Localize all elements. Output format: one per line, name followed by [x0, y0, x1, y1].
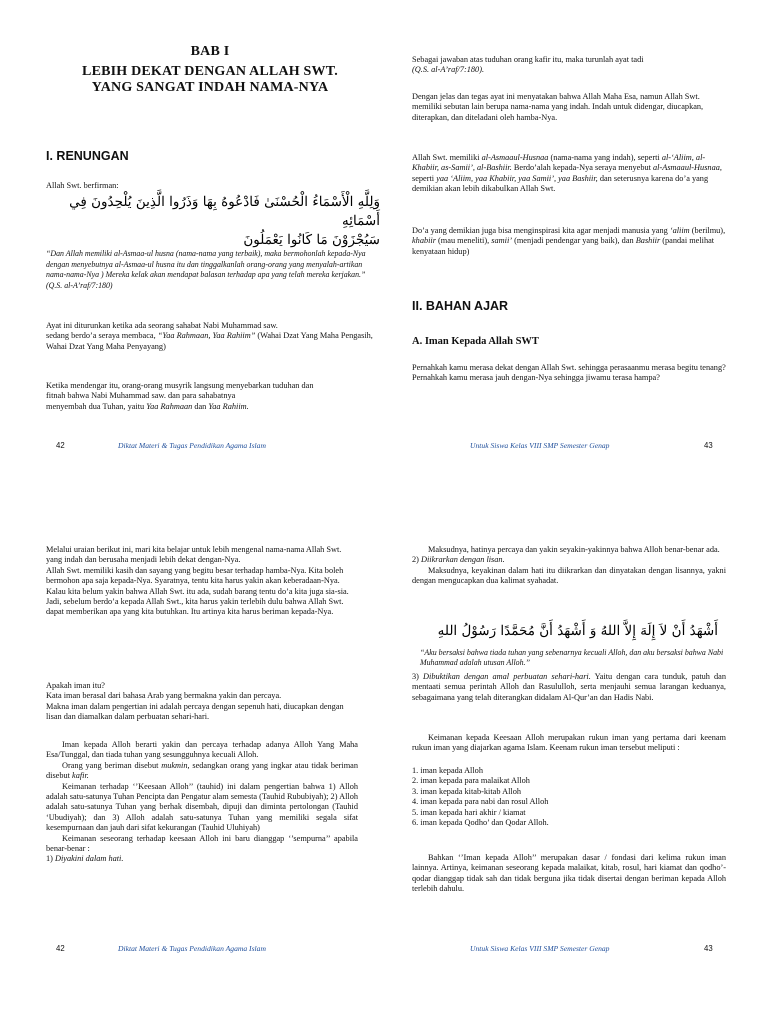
- chapter-title-line2: YANG SANGAT INDAH NAMA-NYA: [91, 80, 329, 95]
- mukmin-text1: Orang yang beriman disebut: [62, 760, 162, 770]
- paragraph-tuduhan-tail: menyembah dua Tuhan, yaitu: [46, 401, 147, 411]
- paragraph-tuduhan-italic2: Yaa Rahiim.: [208, 401, 249, 411]
- paragraph-asmaul-husna: [412, 153, 726, 195]
- paragraph-jawaban: Sebagai jawaban atas tuduhan orang kafir itu, maka turunlah ayat tadi: [412, 55, 644, 64]
- paragraph-sempurna: Keimanan seseorang terhadap keesaan Alloh ini baru dianggap ‘’sempurna’’ apabila benar-benar :: [46, 833, 358, 854]
- asmaul-italic3: al-Asmaaul-Husnaa: [653, 163, 720, 173]
- paragraph-melalui: Melalui uraian berikut ini, mari kita belajar untuk lebih mengenal nama-nama Allah Swt. yang indah dan berusaha menjadi lebih dekat dengan-Nya.: [46, 545, 342, 565]
- point-dibuktikan-number: 3): [412, 672, 424, 681]
- arabic-verse-line2: سَيُجْزَوْنَ مَا كَانُوا يَعْمَلُونَ: [243, 232, 380, 248]
- doa-italic1: ‘aliim: [669, 226, 690, 235]
- section-renungan-heading: I. RENUNGAN: [46, 149, 129, 163]
- doa-text5: (pandai melihat kenyataan hidup): [412, 236, 715, 256]
- paragraph-kasih-sayang: Allah Swt. memiliki kasih dan sayang yang begitu besar terhadap hamba-Nya. Kita boleh bermohon apa saja kepada-Nya. Syaratnya, tentu kita harus yakin akan keberadaan-Nya. Kalau kita belum yakin bahwa Allah Swt. itu ada, sudah barang tentu do’a kita juga sia-sia. Jadi, sebelum berdo’a kepada Allah Swt., kita harus yakin terlebih dulu bahwa Allah Swt. dapat memberikan apa yang kita butuhkan. Itu artinya kita harus beriman kepada-Nya.: [46, 565, 349, 617]
- doa-text1: Do’a yang demikian juga bisa menginspirasi kita agar menjadi manusia yang: [412, 226, 670, 235]
- page-number: 43: [704, 441, 713, 450]
- section-bahan-ajar-heading: II. BAHAN AJAR: [412, 299, 509, 313]
- asmaul-text5: dan seterusnya karena do’a yang demikian akan lebih dikabulkan Allah Swt.: [412, 173, 709, 194]
- point-dibuktikan: [412, 672, 726, 703]
- list-item: 1. iman kepada Alloh: [412, 766, 483, 775]
- list-item: 3. iman kepada kitab-kitab Alloh: [412, 786, 521, 796]
- intro-text: Allah Swt. berfirman:: [46, 181, 119, 190]
- point-diikrarkan: [412, 555, 726, 565]
- chapter-title-line1: LEBIH DEKAT DENGAN ALLAH SWT.: [82, 64, 338, 79]
- asmaul-italic2: al-‘Aliim, al-Khabiir, as-Samii’, al-Bashiir.: [412, 153, 706, 173]
- paragraph-ayat-italic: “Yaa Rahmaan, Yaa Rahiim”: [157, 331, 256, 341]
- paragraph-maksudnya-hati: Maksudnya, hatinya percaya dan yakin seyakin-yakinnya bahwa Alloh benar-benar ada.: [428, 545, 720, 554]
- rukun-iman-list: [412, 766, 726, 828]
- page-number: 42: [56, 944, 65, 953]
- kafir-italic: kafir.: [72, 771, 89, 781]
- point-diikrarkan-text: Diikrarkan dengan lisan.: [421, 555, 505, 565]
- page-footer: Untuk Siswa Kelas VIII SMP Semester Genap: [470, 441, 610, 450]
- list-item: 6. iman kepada Qodho’ dan Qodar Alloh.: [412, 818, 549, 828]
- asmaul-text2: (nama-nama yang indah), seperti: [548, 153, 662, 162]
- doa-text3: (mau meneliti),: [435, 236, 492, 246]
- mukmin-italic: mukmin: [161, 760, 188, 770]
- asmaul-text1: Allah Swt. memiliki: [412, 153, 482, 162]
- page-number: 43: [704, 944, 713, 953]
- asmaul-italic4: yaa ‘Aliim, yaa Khabiir, yaa Samii’, yaa Bashiir,: [436, 173, 598, 183]
- asmaul-text3: Berdo’alah kepada-Nya seraya menyebut: [511, 163, 654, 173]
- doa-italic3: samii’: [491, 236, 513, 246]
- paragraph-ayat-tail: (Wahai Dzat Yang Maha Pengasih, Wahai Dzat Yang Maha Penyayang): [46, 331, 373, 351]
- list-item: 2. iman kepada para malaikat Alloh: [412, 776, 530, 786]
- paragraph-makna-iman: Makna iman dalam pengertian ini adalah percaya dengan sepenuh hati, diucapkan dengan lisan dan diamalkan dalam perbuatan sehari-hari.: [46, 701, 344, 722]
- paragraph-tauhid: Keimanan terhadap ‘’Keesaan Alloh’’ (tauhid) ini dalam pengertian bahwa 1) Alloh adalah satu-satunya Tuhan Pencipta dan Pengatur alam semesta (Tauhid Rububiyah); 2) Alloh adalah satu-satunya Tuhan yang berhak disembah, dipuji dan diminta pertolongan (Tauhid ‘Ubudiyah); dan 3) Alloh adalah satu-satunya Tuhan yang memiliki segala sifat kesempurnaan dan jauh dari sifat kekurangan (Tauhid Uluhiyah): [46, 781, 358, 833]
- chapter-label: BAB I: [190, 44, 230, 59]
- arabic-syahadat: أَشْهَدُ أَنْ لاَ إِلَهَ إِلاَّ اللهُ وَ أَشْهَدُ أَنَّ مُحَمَّدًا رَسُوْلُ اللهِ: [437, 623, 718, 639]
- page-footer: Untuk Siswa Kelas VIII SMP Semester Genap: [470, 944, 610, 953]
- paragraph-kata-iman: Kata iman berasal dari bahasa Arab yang bermakna yakin dan percaya.: [46, 691, 282, 701]
- paragraph-iman-alloh: Iman kepada Alloh berarti yakin dan percaya terhadap adanya Alloh Yang Maha Esa/Tunggal, dan tiada tuhan yang sesungguhnya kecuali Alloh.: [46, 740, 358, 760]
- doa-italic2: khabiir: [412, 236, 436, 246]
- paragraph-mukmin: [46, 761, 358, 782]
- paragraph-pernahkah: Pernahkah kamu merasa dekat dengan Allah Swt. sehingga perasaanmu merasa begitu tenang? Pernahkah kamu merasa jauh dengan-Nya sehingga jiwamu terasa hampa?: [412, 363, 726, 383]
- point-diyakini: [46, 854, 358, 864]
- doa-text2: (berilmu),: [689, 226, 726, 235]
- doa-italic4: Bashiir: [635, 236, 661, 246]
- paragraph-tuduhan-mid: dan: [192, 401, 209, 411]
- page-footer: Diktat Materi & Tugas Pendidikan Agama Islam: [118, 441, 266, 450]
- point-dibuktikan-text: Yaitu dengan cara tunduk, patuh dan mentaati semua perintah Alloh dan Rasululloh, serta menjauhi semua larangan keduanya, sebagaimana yang telah diterangkan didalam Al-Qur’an dan Hadis Nabi.: [412, 672, 726, 702]
- point-dibuktikan-italic: Dibuktikan dengan amal perbuatan sehari-hari.: [423, 672, 591, 681]
- verse-translation: “Dan Allah memiliki al-Asmaa-ul husna (nama-nama yang terbaik), maka bermohonlah kepada-Nya dengan menyebutnya al-Asmaa-ul husna itu dan tinggalkanlah orang-orang yang menyalah-artikan nama-nama-Nya ) Mereka kelak akan mendapat balasan terhadap apa yang telah mereka kerjakan.” (Q.S. al-A’raf/7:180): [46, 249, 366, 290]
- paragraph-maha-esa: Dengan jelas dan tegas ayat ini menyatakan bahwa Allah Maha Esa, namun Allah Swt. memiliki sebutan lain berupa nama-nama yang indah. Indah untuk didengar, diucapkan, diterapkan, dan diteladani oleh hamba-Nya.: [412, 92, 704, 122]
- syahadat-translation: “Aku bersaksi bahwa tiada tuhan yang sebenarnya kecuali Alloh, dan aku bersaksi bahwa Nabi Muhammad adalah utusan Alloh.’’: [420, 648, 724, 668]
- list-item: 4. iman kepada para nabi dan rosul Alloh: [412, 797, 549, 807]
- doa-text4: (menjadi pendengar yang baik), dan: [512, 236, 636, 246]
- paragraph-ayat: [46, 321, 376, 352]
- paragraph-ayat-line1: Ayat ini diturunkan ketika ada seorang sahabat Nabi Muhammad saw.: [46, 321, 278, 330]
- arabic-verse-line1: وَلِلَّهِ الْأَسْمَاءُ الْحُسْنَىٰ فَادْعُوهُ بِهَا وَذَرُوا الَّذِينَ يُلْحِدُونَ فِي أَسْمَائِهِ: [69, 194, 380, 229]
- paragraph-rukun-iman: Keimanan kepada Keesaan Alloh merupakan rukun iman yang pertama dari keenam rukun iman yang diajarkan agama Islam. Keenam rukun iman tersebut meliputi :: [412, 733, 726, 753]
- list-item: 5. iman kepada hari akhir / kiamat: [412, 807, 526, 817]
- paragraph-tuduhan: [46, 381, 316, 412]
- paragraph-fondasi: Bahkan ‘’Iman kepada Alloh’’ merupakan dasar / fondasi dari kelima rukun iman lainnya. Artinya, keimanan seseorang kepada malaikat, kitab, rosul, hari kiamat dan qodho’-qodar dianggap tidak sah dan tidak berguna jika tidak disertai dengan beriman kepada Alloh terlebih dahulu.: [412, 853, 726, 894]
- paragraph-tuduhan-text: Ketika mendengar itu, orang-orang musyrik langsung menyebarkan tuduhan dan fitnah bahwa Nabi Muhammad saw. dan para sahabatnya: [46, 381, 314, 401]
- point-diikrarkan-number: 2): [412, 555, 421, 565]
- page-footer: Diktat Materi & Tugas Pendidikan Agama Islam: [118, 944, 266, 953]
- paragraph-ayat-text: sedang berdo’a seraya membaca,: [46, 331, 158, 341]
- question-iman: Apakah iman itu?: [46, 681, 105, 690]
- point-diyakini-number: 1): [46, 854, 55, 864]
- point-diyakini-text: Diyakini dalam hati.: [55, 854, 124, 864]
- subsection-iman-heading: A. Iman Kepada Allah SWT: [412, 336, 539, 347]
- asmaul-italic1: al-Asmaaul-Husnaa: [481, 153, 549, 162]
- paragraph-doa-inspirasi: [412, 226, 726, 257]
- paragraph-tuduhan-italic1: Yaa Rahmaan: [146, 401, 193, 411]
- asmaul-text4: , seperti: [412, 163, 722, 183]
- paragraph-maksudnya-lisan: Maksudnya, keyakinan dalam hati itu diikrarkan dan dinyatakan dengan lisannya, yakni dengan mengucapkan dua kalimat syahadat.: [412, 565, 726, 586]
- page-number: 42: [56, 441, 65, 450]
- mukmin-text2: , sedangkan orang yang ingkar atau tidak beriman disebut: [46, 760, 359, 781]
- paragraph-jawaban-ref: (Q.S. al-A’raf/7:180).: [412, 65, 485, 75]
